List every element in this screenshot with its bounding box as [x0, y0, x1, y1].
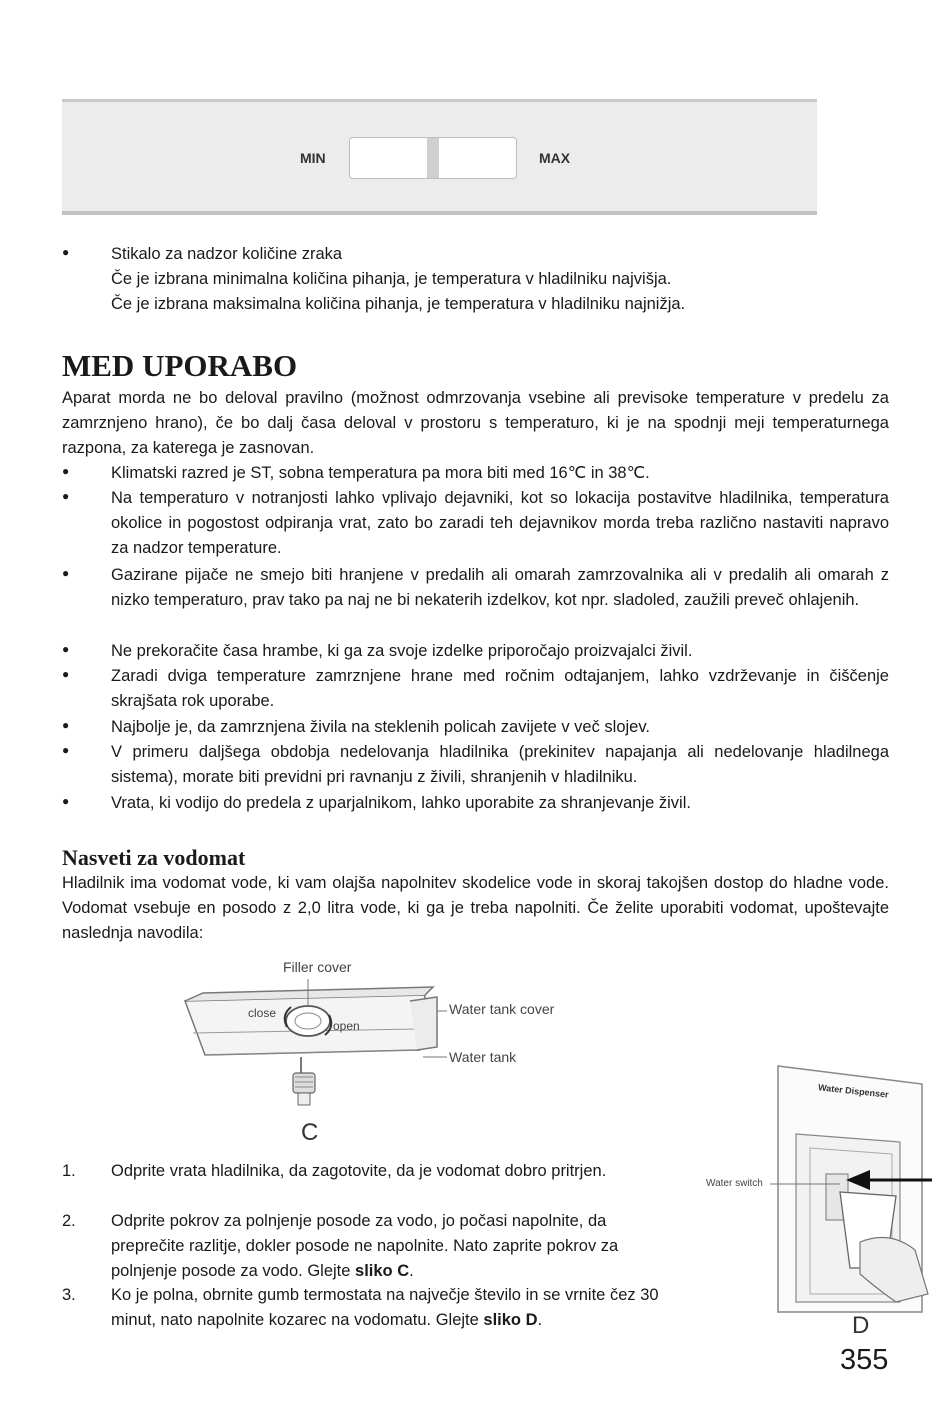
air-switch-title: Stikalo za nadzor količine zraka	[111, 245, 343, 263]
usage-intro: Aparat morda ne bo deloval pravilno (možnost odmrzovanja vsebine ali previsoke temperature v predelu za zamrznjeno hrano), če bo dalj časa deloval v prostoru s temperaturo, ki je na spodnji meji temperaturnega razpona, za katerega je zasnovan.	[62, 389, 889, 457]
dispenser-heading: Nasveti za vodomat	[62, 845, 246, 870]
usage-heading: MED UPORABO	[62, 348, 298, 383]
step-2-end: .	[409, 1262, 414, 1280]
usage-bullet-1: Klimatski razred je ST, sobna temperatura pa mora biti med 16℃ in 38℃.	[111, 464, 650, 482]
bullet-dot: ●	[62, 642, 70, 656]
open-label: open	[333, 1019, 360, 1033]
air-control-panel	[62, 99, 817, 215]
bullet-dot: ●	[62, 743, 70, 757]
min-label: MIN	[300, 150, 326, 166]
usage-bullet-6: Najbolje je, da zamrznjena živila na steklenih policah zavijete v več slojev.	[111, 718, 650, 736]
figure-d-label: D	[852, 1312, 870, 1339]
page-number: 355	[840, 1344, 889, 1376]
dispenser-intro: Hladilnik ima vodomat vode, ki vam olajša napolnitev skodelice vode in skoraj takojšen dostop do hladne vode. Vodomat vsebuje en posodo z 2,0 litra vode, ki ga je treba napolniti. Če želite uporabiti vodomat, upoštevajte naslednja navodila:	[62, 874, 889, 942]
figure-c	[175, 955, 575, 1150]
bullet-dot: ●	[62, 794, 70, 808]
max-label: MAX	[539, 150, 571, 166]
step-3-body: Ko je polna, obrnite gumb termostata na največje število in se vrnite čez 30 minut, nato napolnite kozarec na vodomatu. Glejte	[111, 1286, 659, 1329]
usage-bullet-8: Vrata, ki vodijo do predela z uparjalnikom, lahko uporabite za shranjevanje živil.	[111, 794, 691, 812]
filler-cover-label: Filler cover	[283, 959, 352, 975]
bullet-dot: ●	[62, 718, 70, 732]
dispenser-diagram	[700, 1062, 936, 1340]
step-2-ref: sliko C	[355, 1262, 410, 1280]
water-switch-label: Water switch	[706, 1178, 763, 1189]
air-slider[interactable]	[349, 137, 517, 179]
bullet-dot: ●	[62, 489, 70, 503]
air-switch-line1: Če je izbrana minimalna količina pihanja, je temperatura v hladilniku najvišja.	[111, 270, 672, 288]
figure-d	[700, 1062, 936, 1340]
water-tank-label: Water tank	[449, 1049, 517, 1065]
air-switch-line2: Če je izbrana maksimalna količina pihanja, je temperatura v hladilniku najnižja.	[111, 295, 686, 313]
usage-bullet-4: Ne prekoračite časa hrambe, ki ga za svoje izdelke priporočajo proizvajalci živil.	[111, 642, 693, 660]
step-number: 2.	[62, 1212, 76, 1230]
bullet-dot: ●	[62, 464, 70, 478]
dispenser-panel-title: Water Dispenser	[817, 1082, 890, 1100]
air-switch-text	[111, 242, 889, 317]
step-2-body: Odprite pokrov za polnjenje posode za vodo, jo počasi napolnite, da preprečite razlitje, dokler posode ne napolnite. Nato zaprite pokrov za polnjenje posode za vodo. Glejte	[111, 1212, 619, 1280]
step-3-ref: sliko D	[483, 1311, 538, 1329]
close-label: close	[248, 1006, 277, 1020]
usage-bullet-5: Zaradi dviga temperature zamrznjene hrane med ročnim odtajanjem, lahko vzdrževanje in čiščenje skrajšata rok uporabe.	[111, 667, 889, 710]
bullet-dot: ●	[62, 566, 70, 580]
figure-c-label: C	[301, 1119, 319, 1146]
bullet-dot: ●	[62, 667, 70, 681]
water-tank-cover-label: Water tank cover	[449, 1001, 555, 1017]
step-number: 1.	[62, 1162, 76, 1180]
step-3-end: .	[537, 1311, 543, 1329]
step-2-text	[111, 1209, 681, 1284]
slider-knob[interactable]	[427, 138, 439, 178]
usage-bullet-2: Na temperaturo v notranjosti lahko vplivajo dejavniki, kot so lokacija postavitve hladilnika, temperatura okolice in pogostost odpiranja vrat, zato bo zaradi teh dejavnikov morda treba različno nastaviti napravo za nadzor temperature.	[111, 489, 889, 557]
usage-bullet-3: Gazirane pijače ne smejo biti hranjene v predalih ali omarah zamrzovalnika ali v predalih ali omarah z nizko temperaturo, prav tako pa naj ne bi nekaterih izdelkov, kot npr. sladoled, zaužili preveč ohlajenih.	[111, 566, 889, 609]
step-1-text: Odprite vrata hladilnika, da zagotovite, da je vodomat dobro pritrjen.	[111, 1162, 607, 1180]
bullet-dot: ●	[62, 245, 70, 259]
usage-bullet-7: V primeru daljšega obdobja nedelovanja hladilnika (prekinitev napajanja ali nedelovanje hladilnega sistema), morate biti previdni pri ravnanju z živili, shranjenih v hladilniku.	[111, 743, 889, 786]
step-3-text	[111, 1283, 681, 1333]
step-number: 3.	[62, 1286, 76, 1304]
